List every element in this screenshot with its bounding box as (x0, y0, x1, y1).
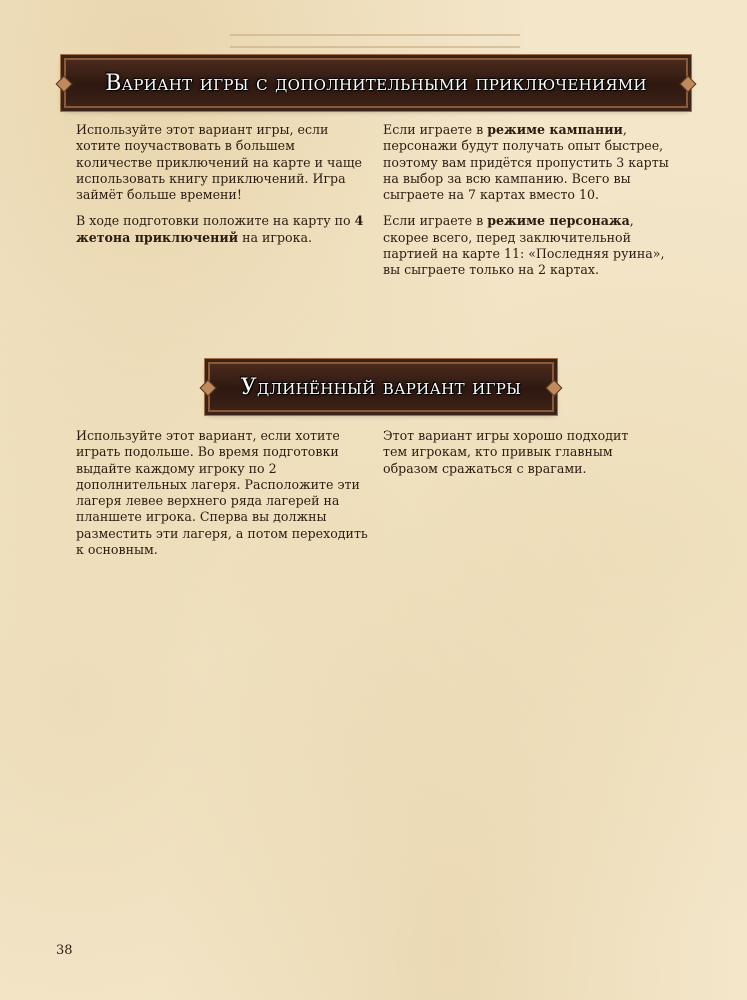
paragraph: Если играете в режиме персонажа, скорее всего, перед заключительной партией на карте 11: «Последняя руина», вы сыграете только на 2 картах. (383, 213, 665, 278)
section-title: Вариант игры с дополнительными приключениями (105, 70, 647, 96)
paragraph: Используйте этот вариант игры, если хотите поучаствовать в большем количестве приключений на карте и чаще использовать книгу приключений. Игра займёт больше времени! (76, 122, 363, 203)
section2-left-column (76, 428, 368, 568)
paragraph: Если играете в режиме кампании, персонажи будут получать опыт быстрее, поэтому вам придётся пропустить 3 карты на выбор за всю кампанию. Всего вы сыграете на 7 картах вместо 10. (383, 122, 669, 203)
section2-right-column (383, 428, 653, 487)
decorative-ornament (230, 34, 520, 48)
section-title: Удлинённый вариант игры (240, 374, 522, 400)
section-banner-adventures (64, 58, 688, 108)
page-number: 38 (56, 943, 73, 958)
section-banner-extended (208, 362, 554, 412)
section1-left-column (76, 122, 368, 256)
paragraph: В ходе подготовки положите на карту по 4 жетона приключений на игрока. (76, 213, 364, 245)
paragraph: Этот вариант игры хорошо подходит тем игрокам, кто привык главным образом сражаться с врагами. (383, 428, 629, 476)
section1-right-column (383, 122, 673, 289)
paragraph: Используйте этот вариант, если хотите играть подольше. Во время подготовки выдайте каждому игроку по 2 дополнительных лагеря. Расположите эти лагеря левее верхнего ряда лагерей на планшете игрока. Сперва вы должны разместить эти лагеря, а потом переходить к основным. (76, 428, 368, 558)
